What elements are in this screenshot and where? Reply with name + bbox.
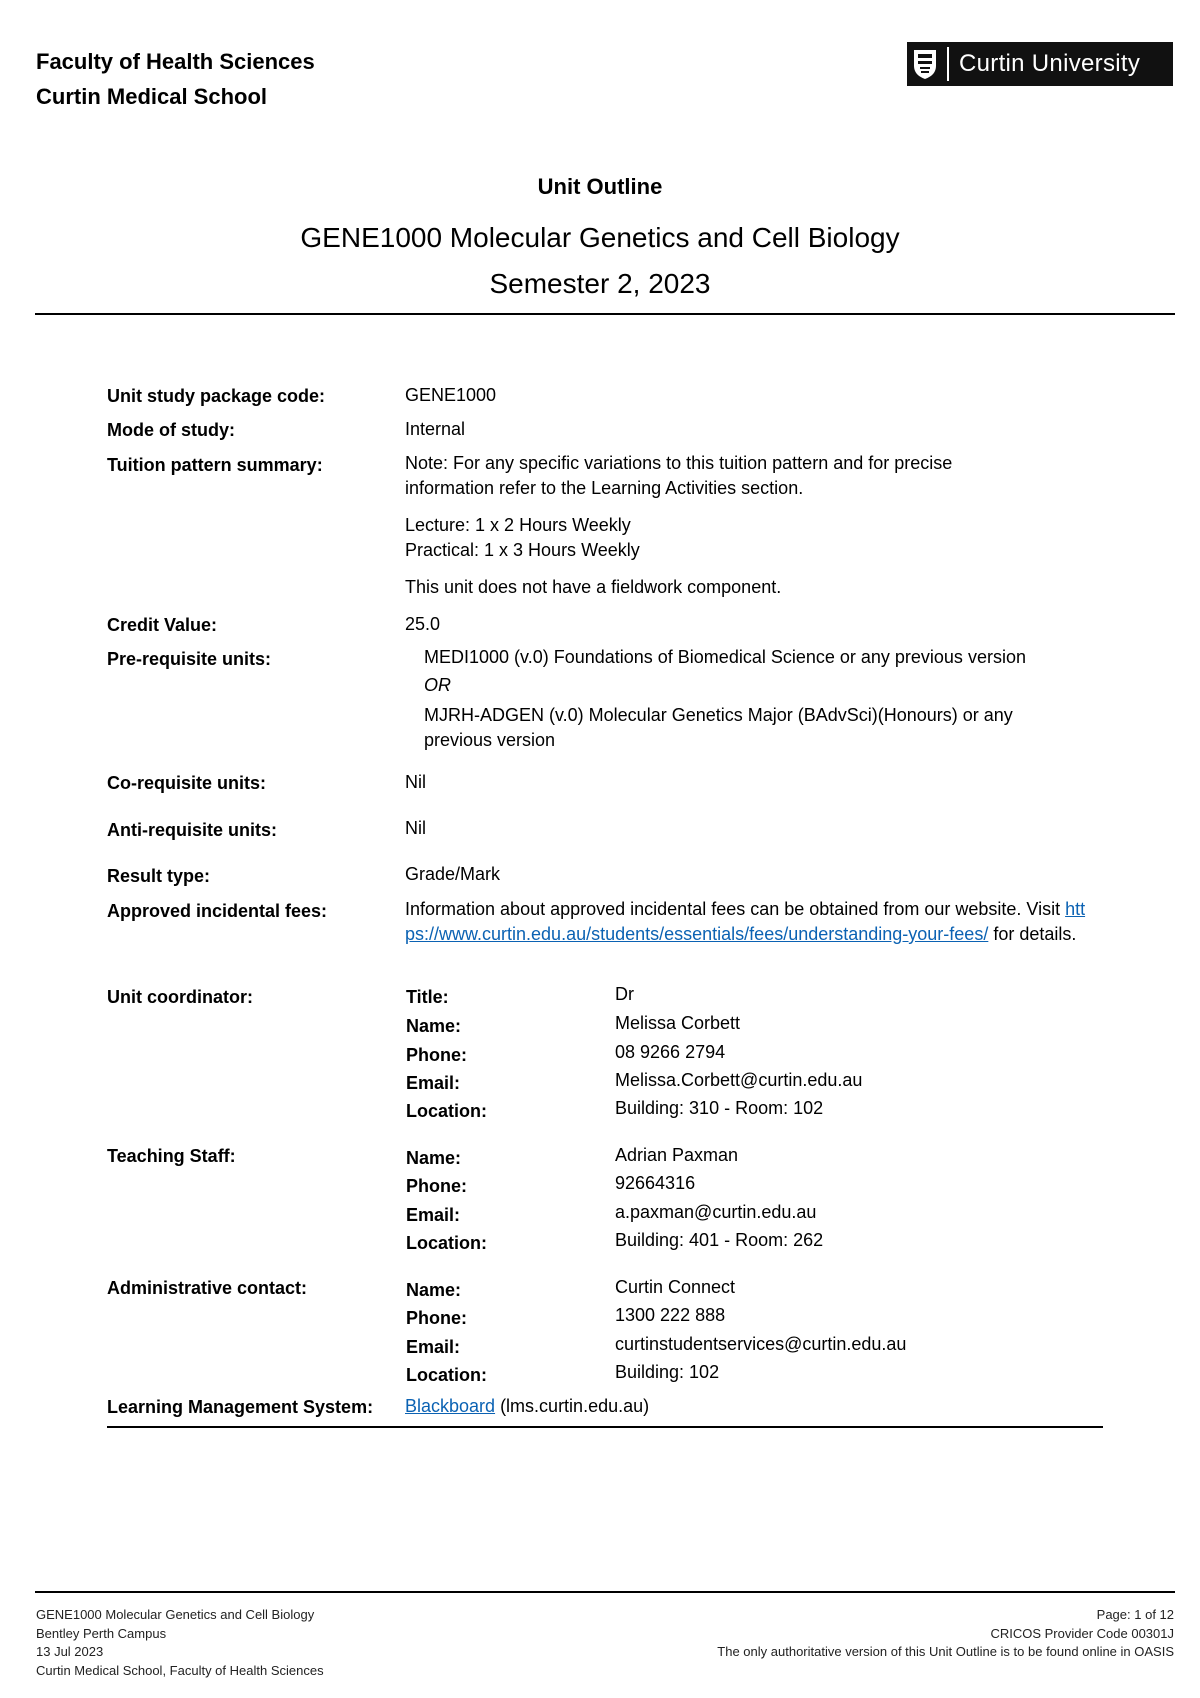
teaching-location-label: Location: <box>406 1233 487 1253</box>
coordinator-name: Melissa Corbett <box>615 1013 741 1033</box>
footer-school: Curtin Medical School, Faculty of Health Sciences <box>36 1662 324 1678</box>
prereq-item: MJRH-ADGEN (v.0) Molecular Genetics Major (BAdvSci)(Honours) or any previous version <box>424 705 1013 750</box>
coordinator-location-label: Location: <box>406 1101 487 1121</box>
admin-name: Curtin Connect <box>615 1277 736 1297</box>
teaching-phone-label: Phone: <box>406 1176 467 1196</box>
footer-campus: Bentley Perth Campus <box>36 1625 167 1641</box>
mode-value: Internal <box>405 419 466 439</box>
teaching-phone: 92664316 <box>615 1173 696 1193</box>
title-divider <box>35 313 1175 315</box>
lms-link[interactable]: Blackboard <box>405 1396 496 1416</box>
tuition-fieldwork: This unit does not have a fieldwork component. <box>405 577 782 597</box>
code-value: GENE1000 <box>405 385 497 405</box>
admin-email: curtinstudentservices@curtin.edu.au <box>615 1334 907 1354</box>
semester: Semester 2, 2023 <box>489 268 711 299</box>
credit-label: Credit Value: <box>107 615 218 635</box>
faculty-heading <box>36 44 315 114</box>
coordinator-title: Dr <box>615 984 634 1004</box>
coordinator-email-label: Email: <box>406 1073 461 1093</box>
coordinator-phone: 08 9266 2794 <box>615 1042 726 1062</box>
footer-date: 13 Jul 2023 <box>36 1644 104 1659</box>
teaching-name-label: Name: <box>406 1148 462 1168</box>
coordinator-name-label: Name: <box>406 1016 462 1036</box>
admin-email-label: Email: <box>406 1337 461 1357</box>
code-label: Unit study package code: <box>107 386 326 406</box>
table-bottom-rule <box>107 1426 1103 1428</box>
coordinator-label: Unit coordinator: <box>107 987 253 1007</box>
prereq-or: OR <box>424 675 451 695</box>
teaching-label: Teaching Staff: <box>107 1146 236 1166</box>
lms-value <box>405 1394 649 1419</box>
result-value: Grade/Mark <box>405 864 501 884</box>
fees-value <box>405 897 1095 947</box>
admin-phone-label: Phone: <box>406 1308 467 1328</box>
teaching-email: a.paxman@curtin.edu.au <box>615 1202 817 1222</box>
coordinator-email: Melissa.Corbett@curtin.edu.au <box>615 1070 863 1090</box>
footer-left <box>36 1606 324 1680</box>
admin-name-label: Name: <box>406 1280 462 1300</box>
fees-text-end: for details. <box>988 924 1077 944</box>
footer-page-number: Page: 1 of 12 <box>1096 1607 1174 1622</box>
result-label: Result type: <box>107 866 211 886</box>
teaching-email-label: Email: <box>406 1205 461 1225</box>
fees-label: Approved incidental fees: <box>107 901 328 921</box>
footer-right <box>717 1606 1174 1662</box>
tuition-lecture: Lecture: 1 x 2 Hours Weekly <box>405 515 631 535</box>
crest-icon <box>907 42 943 86</box>
admin-location-label: Location: <box>406 1365 487 1385</box>
mode-label: Mode of study: <box>107 420 235 440</box>
school-name: Curtin Medical School <box>36 84 268 109</box>
coordinator-phone-label: Phone: <box>406 1045 467 1065</box>
fees-text: Information about approved incidental fees can be obtained from our website. Visit <box>405 899 1066 919</box>
antireq-value: Nil <box>405 818 426 838</box>
coordinator-title-label: Title: <box>406 987 449 1007</box>
footer-cricos: CRICOS Provider Code 00301J <box>990 1625 1174 1641</box>
prereq-label: Pre-requisite units: <box>107 649 272 669</box>
logo-separator <box>947 47 949 81</box>
footer-unit: GENE1000 Molecular Genetics and Cell Biology <box>36 1607 315 1622</box>
tuition-practical: Practical: 1 x 3 Hours Weekly <box>405 540 640 560</box>
coreq-value: Nil <box>405 772 426 792</box>
prereq-item: MEDI1000 (v.0) Foundations of Biomedical Science or any previous version <box>424 647 1026 667</box>
faculty-name: Faculty of Health Sciences <box>36 49 315 74</box>
tuition-label: Tuition pattern summary: <box>107 455 323 475</box>
credit-value: 25.0 <box>405 614 441 634</box>
unit-title: GENE1000 Molecular Genetics and Cell Biology <box>300 222 900 253</box>
lms-label: Learning Management System: <box>107 1397 374 1417</box>
coordinator-location: Building: 310 - Room: 102 <box>615 1098 824 1118</box>
tuition-value <box>405 451 1045 600</box>
tuition-note: Note: For any specific variations to this tuition pattern and for precise information refer to the Learning Activities section. <box>405 453 953 498</box>
logo-text: Curtin University <box>959 50 1141 77</box>
lms-url-text: (lms.curtin.edu.au) <box>495 1396 650 1416</box>
curtin-logo <box>907 42 1173 86</box>
footer-divider <box>35 1591 1175 1593</box>
antireq-label: Anti-requisite units: <box>107 820 277 840</box>
admin-location: Building: 102 <box>615 1362 720 1382</box>
document-type: Unit Outline <box>537 174 663 199</box>
teaching-name: Adrian Paxman <box>615 1145 739 1165</box>
admin-label: Administrative contact: <box>107 1278 308 1298</box>
footer-disclaimer: The only authoritative version of this Unit Outline is to be found online in OASIS <box>717 1644 1174 1659</box>
coreq-label: Co-requisite units: <box>107 773 267 793</box>
prereq-list <box>424 645 1084 753</box>
teaching-location: Building: 401 - Room: 262 <box>615 1230 824 1250</box>
admin-phone: 1300 222 888 <box>615 1305 726 1325</box>
fees-link[interactable]: https://www.curtin.edu.au/students/essentials/fees/understanding-your-fees/ <box>405 899 1086 944</box>
